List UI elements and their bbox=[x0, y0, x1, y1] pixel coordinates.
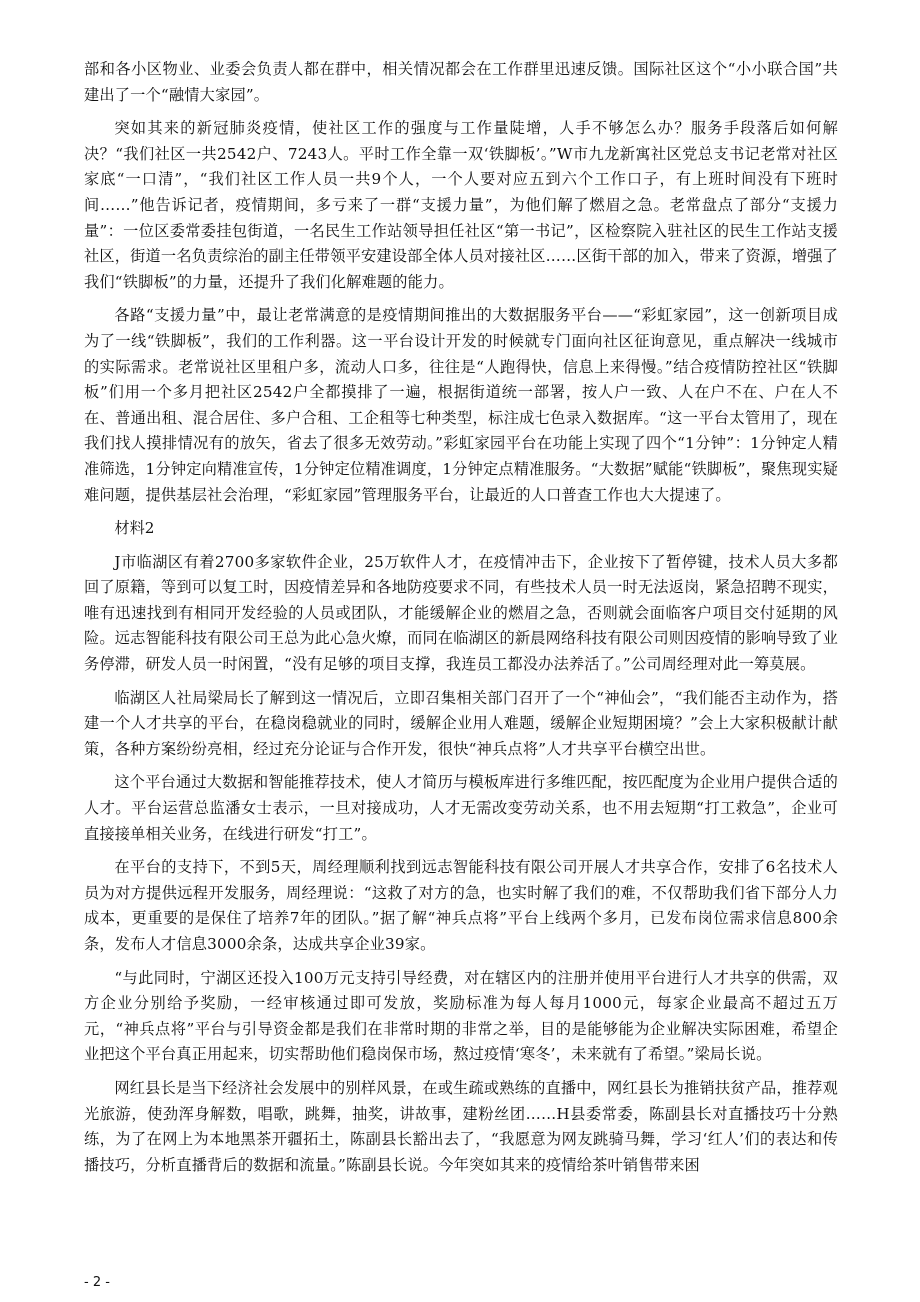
paragraph: J市临湖区有着2700多家软件企业，25万软件人才，在疫情冲击下，企业按下了暂停键，技术人员大多都回了原籍，等到可以复工时，因疫情差异和各地防疫要求不同，有些技术人员一时无法返岗，紧急招聘不现实，唯有迅速找到有相同开发经验的人员或团队，才能缓解企业的燃眉之急，否则就会面临客户项目交付延期的风险。远志智能科技有限公司王总为此心急火燎，而同在临湖区的新晨网络科技有限公司则因疫情的影响导致了业务停滞，研发人员一时闲置，“没有足够的项目支撑，我连员工都没办法养活了。”公司周经理对此一筹莫展。 bbox=[84, 552, 838, 674]
paragraph: 这个平台通过大数据和智能推荐技术，使人才简历与模板库进行多维匹配，按匹配度为企业用户提供合适的人才。平台运营总监潘女士表示，一旦对接成功，人才无需改变劳动关系，也不用去短期“打工救急”，企业可直接接单相关业务，在线进行研发“打工”。 bbox=[84, 773, 838, 843]
document-body-part1 bbox=[84, 57, 838, 508]
paragraph: 突如其来的新冠肺炎疫情，使社区工作的强度与工作量陡增，人手不够怎么办？服务手段落后如何解决？“我们社区一共2542户、7243人。平时工作全靠一双‘铁脚板’。”W市九龙新寓社区党总支书记老常对社区家底“一口清”，“我们社区工作人员一共9个人，一个人要对应五到六个工作口子，有上班时间没有下班时间……”他告诉记者，疫情期间，多亏来了一群“支援力量”，为他们解了燃眉之急。老常盘点了部分“支援力量”：一位区委常委挂包街道，一名民生工作站领导担任社区“第一书记”，区检察院入驻社区的民生工作站支援社区，街道一名负责综治的副主任带领平安建设部全体人员对接社区……区街干部的加入，带来了资源，增强了我们“铁脚板”的力量，还提升了我们化解难题的能力。 bbox=[84, 119, 838, 291]
paragraph: 临湖区人社局梁局长了解到这一情况后，立即召集相关部门召开了一个“神仙会”，“我们能否主动作为，搭建一个人才共享的平台，在稳岗稳就业的同时，缓解企业用人难题，缓解企业短期困境？”会上大家积极献计献策，各种方案纷纷亮相，经过充分论证与合作开发，很快“神兵点将”人才共享平台横空出世。 bbox=[84, 688, 838, 758]
section-heading: 材料2 bbox=[114, 519, 155, 538]
document-body-part2 bbox=[84, 550, 838, 1179]
paragraph: 各路“支援力量”中，最让老常满意的是疫情期间推出的大数据服务平台——“彩虹家园”，这一创新项目成为了一线“铁脚板”，我们的工作利器。这一平台设计开发的时候就专门面向社区征询意见，重点解决一线城市的实际需求。老常说社区里租户多，流动人口多，往往是“人跑得快，信息上来得慢。”结合疫情防控社区“铁脚板”们用一个多月把社区2542户全都摸排了一遍，根据街道统一部署，按人户一致、人在户不在、户在人不在、普通出租、混合居住、多户合租、工企租等七种类型，标注成七色录入数据库。“这一平台太管用了，现在我们找人摸排情况有的放矢，省去了很多无效劳动。”彩虹家园平台在功能上实现了四个“1分钟”：1分钟定人精准筛选，1分钟定向精准宣传，1分钟定位精准调度，1分钟定点精准服务。“大数据”赋能“铁脚板”，聚焦现实疑难问题，提供基层社会治理，“彩虹家园”管理服务平台，让最近的人口普查工作也大大提速了。 bbox=[84, 306, 838, 504]
page-number: - 2 - bbox=[84, 1275, 110, 1290]
paragraph: 网红县长是当下经济社会发展中的别样风景，在或生疏或熟练的直播中，网红县长为推销扶贫产品，推荐观光旅游，使劲浑身解数，唱歌，跳舞，抽奖，讲故事，建粉丝团……H县委常委，陈副县长对直播技巧十分熟练，为了在网上为本地黑茶开疆拓土，陈副县长豁出去了，“我愿意为网友跳骑马舞，学习‘红人’们的表达和传播技巧，分析直播背后的数据和流量。”陈副县长说。今年突如其来的疫情给茶叶销售带来困 bbox=[84, 1078, 838, 1174]
paragraph: 部和各小区物业、业委会负责人都在群中，相关情况都会在工作群里迅速反馈。国际社区这个“小小联合国”共建出了一个“融情大家园”。 bbox=[84, 60, 838, 104]
paragraph: 在平台的支持下，不到5天，周经理顺利找到远志智能科技有限公司开展人才共享合作，安排了6名技术人员为对方提供远程开发服务，周经理说：“这救了对方的急，也实时解了我们的难，不仅帮助我们省下部分人力成本，更重要的是保住了培养7年的团队。”据了解“神兵点将”平台上线两个多月，已发布岗位需求信息800余条，发布人才信息3000余条，达成共享企业39家。 bbox=[84, 858, 838, 953]
paragraph: “与此同时，宁湖区还投入100万元支持引导经费，对在辖区内的注册并使用平台进行人才共享的供需，双方企业分别给予奖励，一经审核通过即可发放，奖励标准为每人每月1000元，每家企业最高不超过五万元，“神兵点将”平台与引导资金都是我们在非常时期的非常之举，目的是能够能为企业解决实际困难，希望企业把这个平台真正用起来，切实帮助他们稳岗保市场，熬过疫情‘寒冬’，未来就有了希望。”梁局长说。 bbox=[84, 968, 838, 1064]
